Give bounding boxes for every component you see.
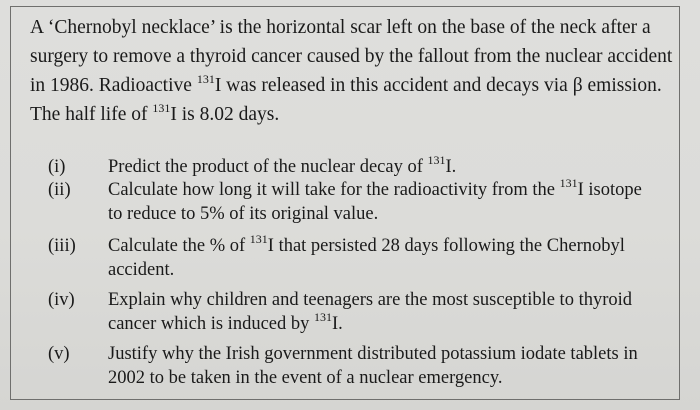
intro-paragraph xyxy=(30,13,680,129)
question-text-part: Predict the product of the nuclear decay of xyxy=(108,157,428,177)
isotope-mass-number: 131 xyxy=(196,72,215,86)
question-text xyxy=(108,288,678,336)
intro-text: A ‘Chernobyl necklace’ is the horizontal scar left on the base of the neck after a xyxy=(30,17,651,38)
question-text-part: cancer which is induced by xyxy=(108,314,314,334)
question-text-part: I that persisted 28 days following the Chernobyl xyxy=(267,236,625,256)
question-text xyxy=(108,178,678,226)
question-text-part: Calculate the % of xyxy=(108,236,250,256)
question-line: Justify why the Irish government distributed potassium iodate tablets in xyxy=(108,344,638,364)
intro-line xyxy=(30,13,680,42)
isotope-mass-number: 131 xyxy=(314,310,332,324)
question-line xyxy=(108,234,678,258)
question-text-part: I. xyxy=(445,157,457,177)
question-line: to reduce to 5% of its original value. xyxy=(108,204,379,224)
question-text-part: Calculate how long it will take for the radioactivity from the xyxy=(108,180,560,200)
intro-text: I is 8.02 days. xyxy=(170,104,280,125)
question-line xyxy=(108,155,678,179)
intro-text: surgery to remove a thyroid cancer caused by the fallout from the nuclear accident xyxy=(30,46,673,67)
intro-text: The half life of xyxy=(30,104,153,125)
question-line: accident. xyxy=(108,260,175,280)
isotope-mass-number: 131 xyxy=(152,101,171,115)
intro-line xyxy=(30,42,680,71)
question-text xyxy=(108,234,678,282)
question-number: (i) xyxy=(48,157,66,177)
isotope-mass-number: 131 xyxy=(427,153,446,167)
question-line xyxy=(108,312,678,336)
isotope-mass-number: 131 xyxy=(249,232,268,246)
question-text-part: I isotope xyxy=(577,180,642,200)
question-text xyxy=(108,155,678,179)
question-line xyxy=(108,178,678,202)
intro-line xyxy=(30,71,680,100)
intro-text: I was released in this accident and decays via β emission. xyxy=(214,75,662,96)
question-number: (iii) xyxy=(48,236,76,256)
question-number: (v) xyxy=(48,344,70,364)
isotope-mass-number: 131 xyxy=(559,176,578,190)
question-number: (iv) xyxy=(48,290,75,310)
question-number: (ii) xyxy=(48,180,71,200)
question-text-part: I. xyxy=(332,314,343,334)
intro-text: in 1986. Radioactive xyxy=(30,75,197,96)
question-line: Explain why children and teenagers are the most susceptible to thyroid xyxy=(108,290,633,310)
question-text xyxy=(108,342,678,390)
question-line: 2002 to be taken in the event of a nuclear emergency. xyxy=(108,368,503,388)
intro-line xyxy=(30,100,680,129)
